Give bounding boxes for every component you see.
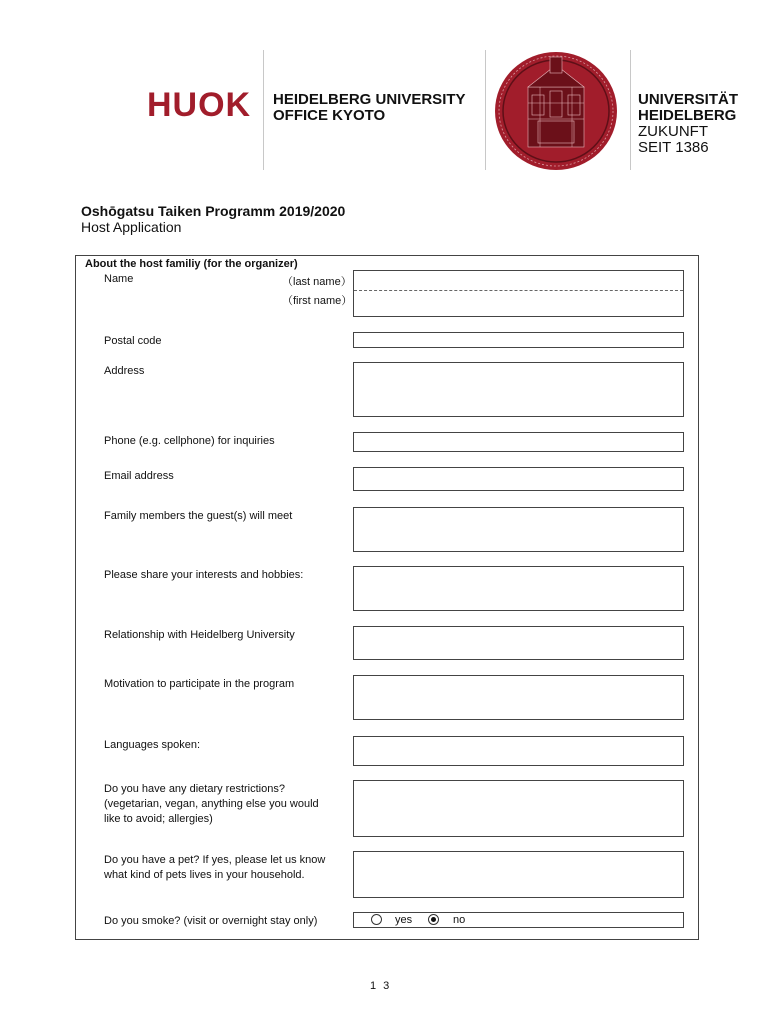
phone-field[interactable] [353, 432, 684, 452]
motivation-label: Motivation to participate in the program [104, 678, 295, 690]
dietary-line-1: Do you have any dietary restrictions? [104, 783, 285, 795]
header-divider [630, 50, 631, 170]
section-heading: About the host familiy (for the organizer) [85, 258, 298, 270]
smoke-no-label: no [453, 914, 466, 926]
university-name [638, 92, 738, 156]
motivation-field[interactable] [353, 675, 684, 720]
name-field[interactable] [353, 270, 684, 317]
address-field[interactable] [353, 362, 684, 417]
smoke-no-radio[interactable] [428, 914, 439, 925]
email-label: Email address [104, 470, 174, 482]
smoke-yes-radio[interactable] [371, 914, 382, 925]
huok-logo: HUOK [147, 86, 252, 124]
address-label: Address [104, 365, 145, 377]
pet-field[interactable] [353, 851, 684, 898]
last-name-label: （last name） [282, 276, 352, 288]
page-number: 1 3 [370, 980, 392, 992]
relationship-field[interactable] [353, 626, 684, 660]
pet-label [104, 853, 325, 883]
office-line-2: OFFICE KYOTO [273, 107, 386, 124]
smoke-label: Do you smoke? (visit or overnight stay only) [104, 915, 318, 927]
languages-label: Languages spoken: [104, 739, 201, 751]
family-members-label: Family members the guest(s) will meet [104, 510, 293, 522]
header-divider [263, 50, 264, 170]
document-subtitle: Host Application [81, 219, 182, 235]
languages-field[interactable] [353, 736, 684, 766]
uni-line-4: SEIT 1386 [638, 139, 709, 156]
interests-label: Please share your interests and hobbies: [104, 569, 304, 581]
university-seal-icon [494, 51, 618, 171]
uni-line-1: UNIVERSITÄT [638, 91, 739, 108]
pet-line-2: what kind of pets lives in your household. [104, 869, 305, 881]
name-divider [354, 290, 683, 291]
document-title: Oshōgatsu Taiken Programm 2019/2020 [81, 203, 346, 219]
email-field[interactable] [353, 467, 684, 491]
header-divider [485, 50, 486, 170]
uni-line-2: HEIDELBERG [638, 107, 737, 124]
uni-line-3: ZUKUNFT [638, 123, 708, 140]
postal-code-field[interactable] [353, 332, 684, 348]
phone-label: Phone (e.g. cellphone) for inquiries [104, 435, 275, 447]
dietary-line-2: (vegetarian, vegan, anything else you would [104, 798, 319, 810]
office-name [273, 92, 466, 124]
first-name-label: （first name） [282, 295, 353, 307]
office-line-1: HEIDELBERG UNIVERSITY [273, 91, 466, 108]
interests-field[interactable] [353, 566, 684, 611]
name-label: Name [104, 273, 134, 285]
smoke-yes-label: yes [395, 914, 413, 926]
family-members-field[interactable] [353, 507, 684, 552]
relationship-label: Relationship with Heidelberg University [104, 629, 295, 641]
dietary-line-3: like to avoid; allergies) [104, 813, 213, 825]
dietary-field[interactable] [353, 780, 684, 837]
postal-code-label: Postal code [104, 335, 162, 347]
pet-line-1: Do you have a pet? If yes, please let us know [104, 854, 326, 866]
dietary-label [104, 782, 319, 827]
